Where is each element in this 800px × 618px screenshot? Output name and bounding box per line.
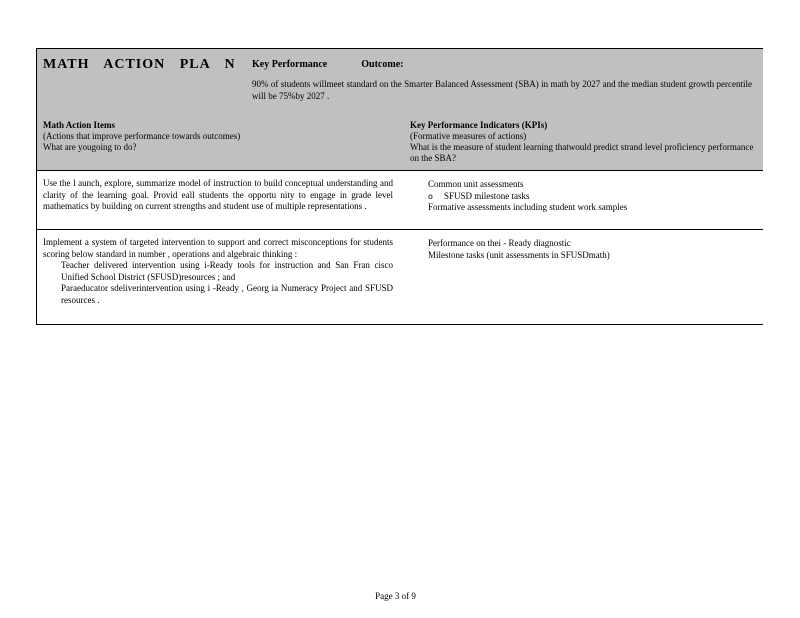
- action-bullet-text: Teacher delivered intervention using i-Ready tools for instruction and San Fran cisco Unified School District (SFUSD)resources ; and: [61, 260, 393, 282]
- bullet-icon: [410, 179, 428, 191]
- kpi-item-text: Performance on thei - Ready diagnostic: [428, 238, 571, 248]
- bullet-icon: [43, 260, 61, 283]
- kpo-label-part1: Key Performance: [252, 59, 328, 70]
- kpi-item-text: Common unit assessments: [428, 179, 524, 189]
- action-items-heading: [43, 120, 373, 153]
- kpi-title: Key Performance Indicators (KPIs): [410, 120, 548, 130]
- action-item-bullets: [43, 260, 393, 306]
- bullet-icon: [43, 283, 61, 306]
- action-plan-table: [36, 48, 763, 325]
- plan-title: MATH ACTION PLA N: [43, 57, 236, 72]
- bullet-icon: [410, 202, 428, 214]
- sub-bullet-icon: o: [428, 191, 433, 201]
- list-item: [410, 191, 755, 203]
- kpi-item-text: SFUSD milestone tasks: [444, 190, 530, 201]
- action-items-title: Math Action Items: [43, 120, 115, 130]
- kpi-item-text: Formative assessments including student work samples: [428, 202, 628, 212]
- key-performance-outcome-label: [252, 59, 403, 70]
- bullet-icon: [410, 238, 428, 250]
- action-items-question: What are yougoing to do?: [43, 142, 137, 152]
- page-number: Page 3 of 9: [375, 591, 416, 601]
- action-item-block: [43, 237, 393, 306]
- action-bullet-text: Paraeducator sdeliverintervention using i -Ready , Georg ia Numeracy Project and SFUSD resources .: [61, 283, 393, 305]
- list-item: [410, 238, 755, 250]
- action-item-text: Implement a system of targeted intervention to support and correct misconceptions for students scoring below standard in number , operations and algebraic thinking :: [43, 237, 393, 259]
- action-item-text: Use the l aunch, explore, summarize model of instruction to build conceptual understanding and clarity of the learning goal. Provid eall students the opportu nity to engage in grade level mathematics by building on current strengths and student use of multiple representations .: [43, 178, 393, 211]
- table-row: [37, 230, 763, 325]
- kpi-item-text: Milestone tasks (unit assessments in SFUSDmath): [428, 249, 610, 260]
- kpi-subtitle: (Formative measures of actions): [410, 131, 527, 141]
- kpi-question: What is the measure of student learning thatwould predict strand level proficiency performance on the SBA?: [410, 142, 754, 163]
- list-item: [410, 202, 755, 214]
- list-item: [43, 260, 393, 283]
- list-item: [43, 283, 393, 306]
- list-item: [410, 179, 755, 191]
- action-items-subtitle: (Actions that improve performance towards outcomes): [43, 131, 241, 141]
- kpi-list: [410, 179, 755, 214]
- kpi-heading: [410, 120, 755, 164]
- key-performance-outcome-text: 90% of students willmeet standard on the Smarter Balanced Assessment (SBA) in math by 2027 and the median student growth percentile will be 75%by 2027 .: [252, 79, 752, 101]
- bullet-icon: [410, 250, 428, 262]
- plan-header: [37, 49, 763, 171]
- table-row: [37, 171, 763, 230]
- kpi-list: [410, 238, 755, 261]
- kpo-label-part2: Outcome:: [361, 59, 404, 70]
- list-item: [410, 250, 755, 262]
